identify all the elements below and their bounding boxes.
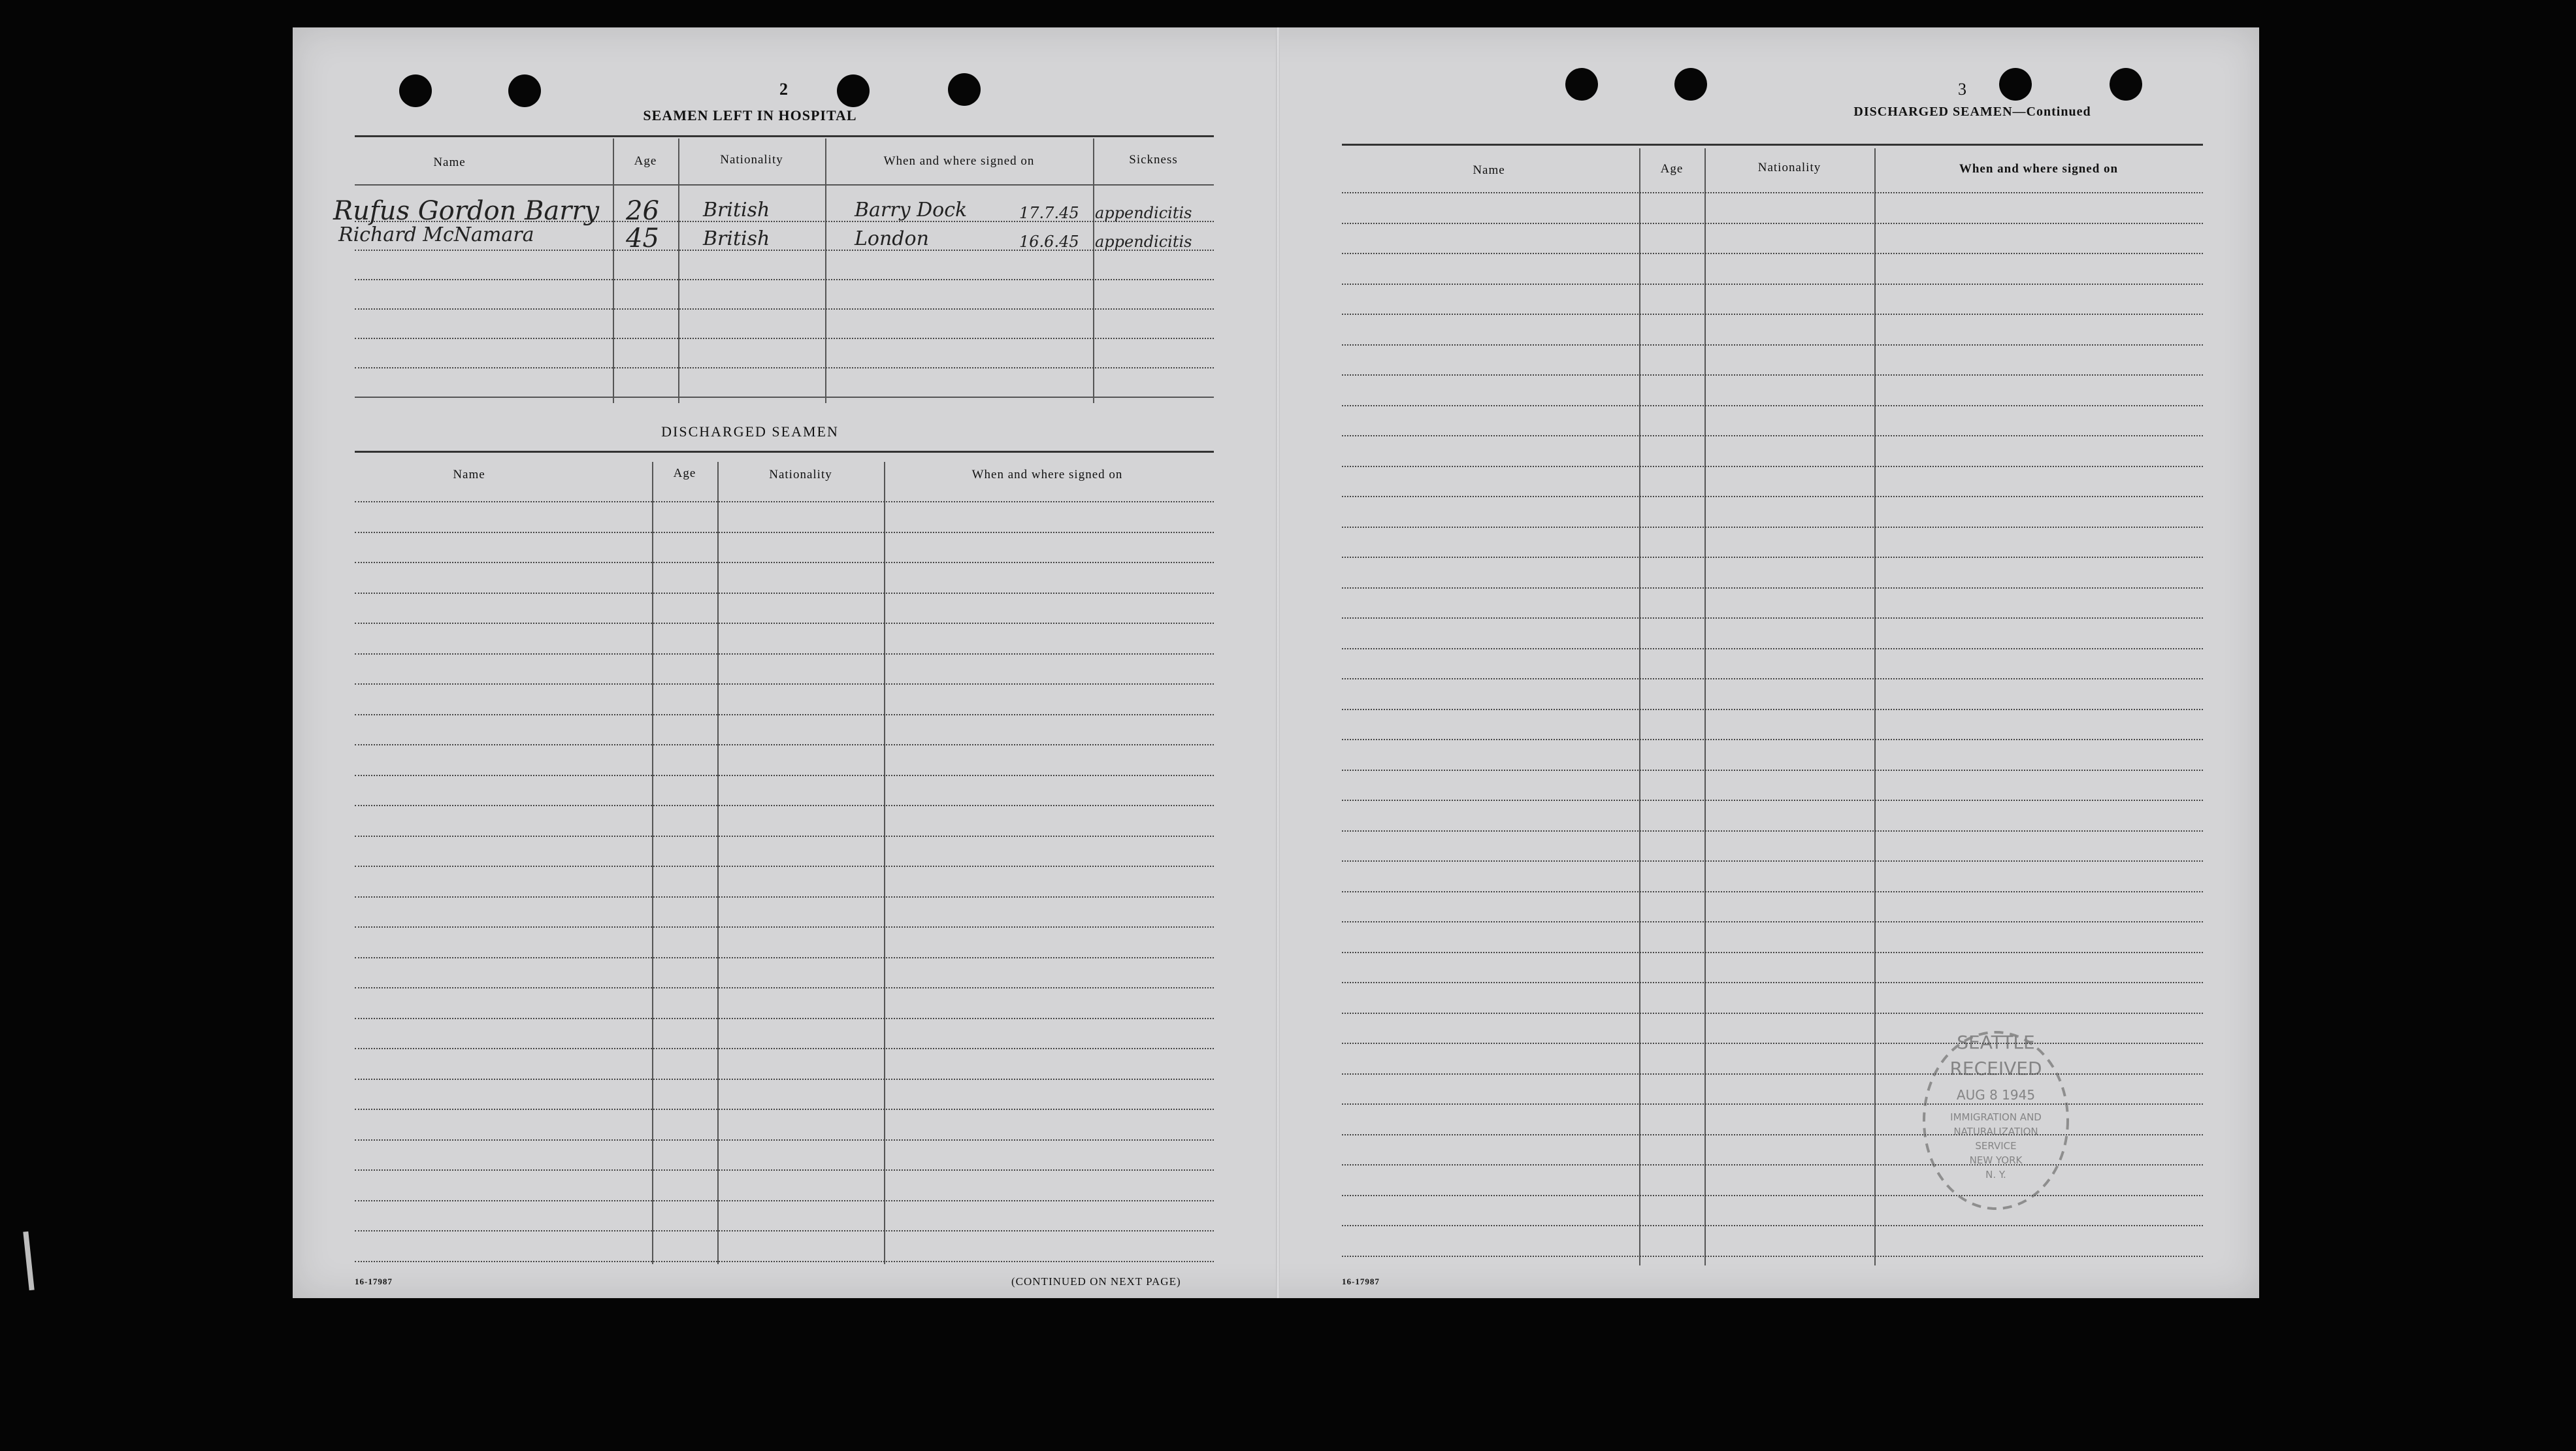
ledger-row-line — [1342, 921, 2203, 922]
continued-note: (CONTINUED ON NEXT PAGE) — [1011, 1275, 1181, 1288]
row-line — [355, 279, 1214, 280]
immigration-received-stamp — [1914, 1022, 2078, 1218]
ledger-row-line — [1342, 860, 2203, 862]
hospital-row-sickness: appendicitis — [1095, 204, 1192, 222]
ledger-row-line — [1342, 1013, 2203, 1014]
table-top-rule — [355, 135, 1214, 137]
ledger-row-line — [355, 836, 1214, 837]
punch-hole — [948, 73, 981, 106]
ledger-row-line — [355, 896, 1214, 898]
ledger-row-line — [355, 744, 1214, 745]
ledger-row-line — [355, 1109, 1214, 1110]
column-divider — [884, 462, 885, 1264]
ledger-row-line — [1342, 223, 2203, 224]
hospital-row-age: 26 — [626, 196, 659, 226]
column-divider — [1874, 148, 1876, 1265]
punch-hole — [2110, 68, 2142, 101]
col-header-age: Age — [1660, 162, 1684, 176]
ledger-row-line — [355, 562, 1214, 563]
col-header-name: Name — [433, 155, 466, 169]
column-divider — [652, 462, 653, 1264]
ledger-row-line — [1342, 648, 2203, 649]
table-top-rule — [355, 451, 1214, 453]
film-edge-mark — [23, 1231, 34, 1290]
column-divider — [825, 139, 826, 403]
ledger-row-line — [355, 532, 1214, 533]
left-page — [293, 27, 1276, 1298]
ledger-row-line — [1342, 557, 2203, 558]
stamp-line: SEATTLE — [1957, 1032, 2035, 1053]
punch-hole — [837, 74, 870, 107]
section-title: DISCHARGED SEAMEN — [661, 423, 839, 440]
ledger-row-line — [1342, 982, 2203, 983]
col-header-name: Name — [1473, 163, 1505, 177]
column-divider — [1093, 139, 1094, 403]
ledger-row-line — [1342, 739, 2203, 740]
ledger-row-line — [355, 1230, 1214, 1231]
ledger-row-line — [355, 593, 1214, 594]
hospital-row-sickness: appendicitis — [1095, 233, 1192, 251]
ledger-row-line — [355, 1079, 1214, 1080]
hospital-row-date: 16.6.45 — [1019, 233, 1079, 251]
punch-hole — [508, 74, 541, 107]
ledger-row-line — [355, 1200, 1214, 1201]
stamp-line: IMMIGRATION AND — [1950, 1111, 2042, 1123]
ledger-row-line — [355, 866, 1214, 867]
col-header-age: Age — [634, 154, 657, 168]
ledger-row-line — [355, 623, 1214, 624]
ledger-row-line — [355, 1261, 1214, 1262]
row-line — [355, 397, 1214, 398]
row-line — [355, 308, 1214, 310]
hospital-row-date: 17.7.45 — [1019, 204, 1079, 222]
ledger-row-line — [355, 714, 1214, 715]
ledger-row-line — [355, 653, 1214, 655]
ledger-row-line — [355, 926, 1214, 928]
hospital-row-age: 45 — [626, 223, 659, 253]
ledger-row-line — [355, 775, 1214, 776]
ledger-row-line — [1342, 253, 2203, 254]
right-page — [1280, 27, 2259, 1298]
punch-hole — [1674, 68, 1707, 101]
column-divider — [1639, 148, 1640, 1265]
row-line — [355, 338, 1214, 339]
page-title: DISCHARGED SEAMEN—Continued — [1853, 105, 2091, 119]
stamp-line: N. Y. — [1985, 1169, 2006, 1181]
stamp-line: NATURALIZATION — [1953, 1126, 2038, 1137]
ledger-row-line — [1342, 496, 2203, 497]
form-number: 16-17987 — [355, 1277, 393, 1286]
header-rule — [355, 184, 1214, 186]
col-header-signed-on: When and where signed on — [883, 154, 1035, 168]
ledger-row-line — [355, 501, 1214, 502]
ledger-row-line — [1342, 587, 2203, 589]
stamp-line: NEW YORK — [1969, 1154, 2023, 1166]
ledger-row-line — [355, 1139, 1214, 1141]
ledger-row-line — [1342, 678, 2203, 679]
ledger-row-line — [1342, 952, 2203, 953]
col-header-nationality: Nationality — [720, 153, 783, 167]
stamp-line: SERVICE — [1975, 1140, 2017, 1152]
col-header-age: Age — [673, 466, 696, 480]
form-number: 16-17987 — [1342, 1277, 1380, 1286]
ledger-row-line — [355, 1018, 1214, 1019]
ledger-row-line — [1342, 344, 2203, 346]
ledger-row-line — [1342, 284, 2203, 285]
ledger-row-line — [1342, 891, 2203, 892]
row-line — [355, 250, 1214, 251]
col-header-name: Name — [453, 468, 485, 481]
col-header-signed-on: When and where signed on — [971, 468, 1123, 481]
column-divider — [717, 462, 719, 1264]
ledger-row-line — [355, 987, 1214, 988]
ledger-row-line — [1342, 314, 2203, 315]
page-number: 3 — [1958, 80, 1967, 99]
stamp-line: RECEIVED — [1949, 1058, 2042, 1079]
column-divider — [613, 139, 614, 403]
punch-hole — [1565, 68, 1598, 101]
column-divider — [678, 139, 679, 403]
ledger-row-line — [1342, 770, 2203, 771]
ledger-row-line — [1342, 1225, 2203, 1226]
ledger-row-line — [1342, 1256, 2203, 1257]
ledger-row-line — [355, 805, 1214, 806]
ledger-row-line — [355, 683, 1214, 685]
hospital-row-nationality: British — [703, 227, 770, 250]
ledger-row-line — [1342, 466, 2203, 467]
hospital-row-place: Barry Dock — [855, 199, 968, 221]
hospital-row-place: London — [855, 227, 929, 250]
page-title: SEAMEN LEFT IN HOSPITAL — [643, 107, 857, 123]
col-header-nationality: Nationality — [769, 468, 832, 481]
col-header-signed-on: When and where signed on — [1959, 162, 2119, 176]
ledger-row-line — [1342, 617, 2203, 619]
column-divider — [1704, 148, 1706, 1265]
col-header-sickness: Sickness — [1129, 153, 1178, 167]
page-number: 2 — [779, 80, 789, 99]
table-top-rule — [1342, 144, 2203, 146]
hospital-row-name: Richard McNamara — [338, 223, 534, 246]
stamp-line: AUG 8 1945 — [1956, 1087, 2036, 1103]
hospital-row-nationality: British — [703, 199, 770, 221]
ledger-row-line — [1342, 405, 2203, 406]
ledger-row-line — [1342, 527, 2203, 528]
ledger-row-line — [1342, 800, 2203, 801]
ledger-row-line — [355, 1169, 1214, 1171]
punch-hole — [399, 74, 432, 107]
ledger-row-line — [355, 1048, 1214, 1049]
ledger-row-line — [355, 957, 1214, 958]
ledger-row-line — [1342, 435, 2203, 436]
ledger-row-line — [1342, 374, 2203, 376]
row-line — [355, 367, 1214, 368]
punch-hole — [1999, 68, 2032, 101]
ledger-row-line — [1342, 709, 2203, 710]
ledger-row-line — [1342, 830, 2203, 832]
ledger-row-line — [1342, 192, 2203, 193]
col-header-nationality: Nationality — [1757, 161, 1821, 174]
hospital-row-name: Rufus Gordon Barry — [333, 196, 600, 226]
